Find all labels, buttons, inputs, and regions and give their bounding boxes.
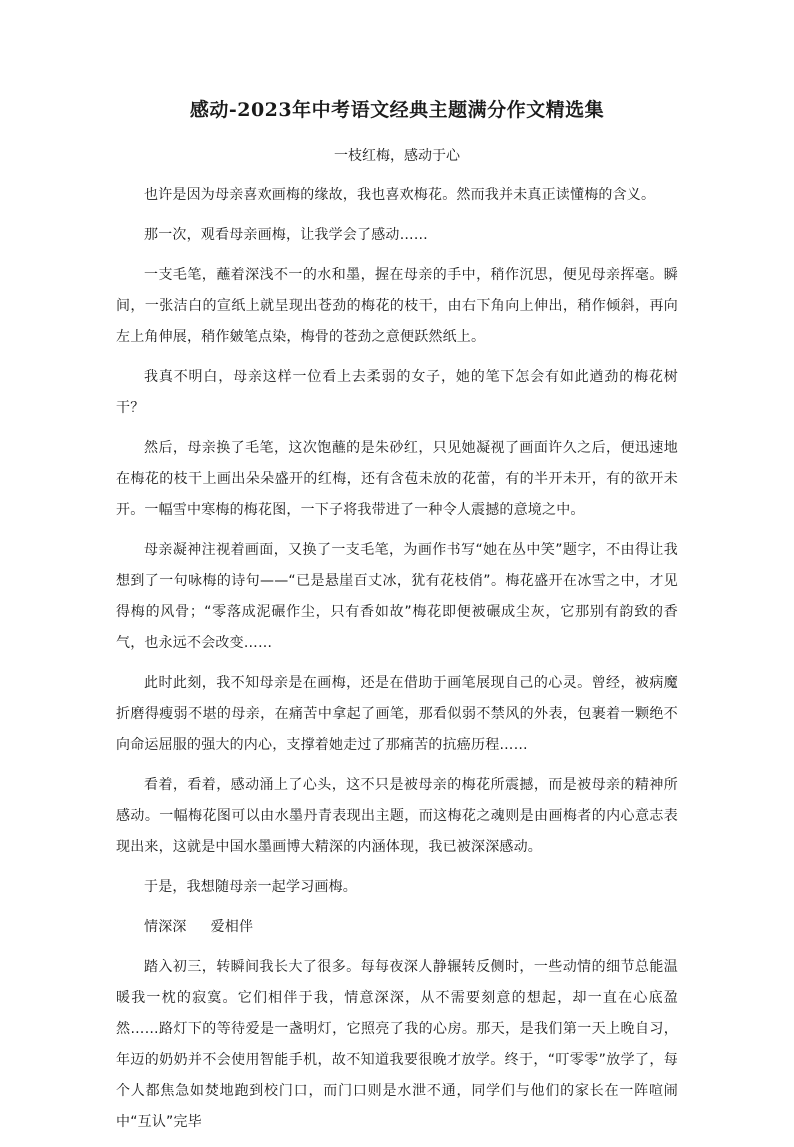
subheading-part: 爱相伴 xyxy=(210,919,254,935)
essay-body xyxy=(116,180,678,1147)
subheading-part: 情深深 xyxy=(144,919,187,935)
section-subheading xyxy=(116,912,678,943)
document-title: 感动-2023年中考语文经典主题满分作文精选集 xyxy=(189,99,605,121)
paragraph: 也许是因为母亲喜欢画梅的缘故，我也喜欢梅花。然而我并未真正读懂梅的含义。 xyxy=(144,187,656,203)
paragraph: 于是，我想随母亲一起学习画梅。 xyxy=(144,879,357,895)
essay-title: 一枝红梅，感动于心 xyxy=(334,148,460,164)
paragraph: 一支毛笔，蘸着深浅不一的水和墨，握在母亲的手中，稍作沉思，便见母亲挥毫。瞬间，一张洁白的宣纸上就呈现出苍劲的梅花的枝干，由右下角向上伸出，稍作倾斜，再向左上角伸展，稍作皴笔点染，梅骨的苍劲之意便跃然纸上。 xyxy=(116,267,678,345)
paragraph: 然后，母亲换了毛笔，这次饱蘸的是朱砂红，只见她凝视了画面许久之后，便迅速地在梅花的枝干上画出朵朵盛开的红梅，还有含苞未放的花蕾，有的半开未开，有的欲开未开。一幅雪中寒梅的梅花图，一下子将我带进了一种令人震撼的意境之中。 xyxy=(116,440,678,518)
paragraph: 此时此刻，我不知母亲是在画梅，还是在借助于画笔展现自己的心灵。曾经，被病魔折磨得瘦弱不堪的母亲，在痛苦中拿起了画笔，那看似弱不禁风的外表，包裹着一颗绝不向命运屈服的强大的内心，支撑着她走过了那痛苦的抗癌历程…… xyxy=(116,675,678,753)
paragraph: 我真不明白，母亲这样一位看上去柔弱的女子，她的笔下怎会有如此遒劲的梅花树干？ xyxy=(116,369,678,416)
paragraph: 那一次，观看母亲画梅，让我学会了感动…… xyxy=(144,227,428,243)
paragraph: 看着，看着，感动涌上了心头，这不只是被母亲的梅花所震撼，而是被母亲的精神所感动。一幅梅花图可以由水墨丹青表现出主题，而这梅花之魂则是由画梅者的内心意志表现出来，这就是中国水墨画博大精深的内涵体现，我已被深深感动。 xyxy=(116,777,678,855)
paragraph: 踏入初三，转瞬间我长大了很多。每每夜深人静辗转反侧时，一些动情的细节总能温暖我一枕的寂寞。它们相伴于我，情意深深，从不需要刻意的想起，却一直在心底盈然……路灯下的等待爱是一盏明灯，它照亮了我的心房。那天，是我们第一天上晚自习，年迈的奶奶并不会使用智能手机，故不知道我要很晚才放学。终于，“叮零零”放学了，每个人都焦急如焚地跑到校门口，而门口则是水泄不通，同学们与他们的家长在一阵喧闹中“互认”完毕 xyxy=(116,959,678,1130)
paragraph: 母亲凝神注视着画面，又换了一支毛笔，为画作书写“她在丛中笑”题字，不由得让我想到了一句咏梅的诗句——“已是悬崖百丈冰，犹有花枝俏”。梅花盛开在冰雪之中，才见得梅的风骨；“零落成泥碾作尘，只有香如故”梅花即便被碾成尘灰，它那别有韵致的香气，也永远不会改变…… xyxy=(116,542,678,651)
